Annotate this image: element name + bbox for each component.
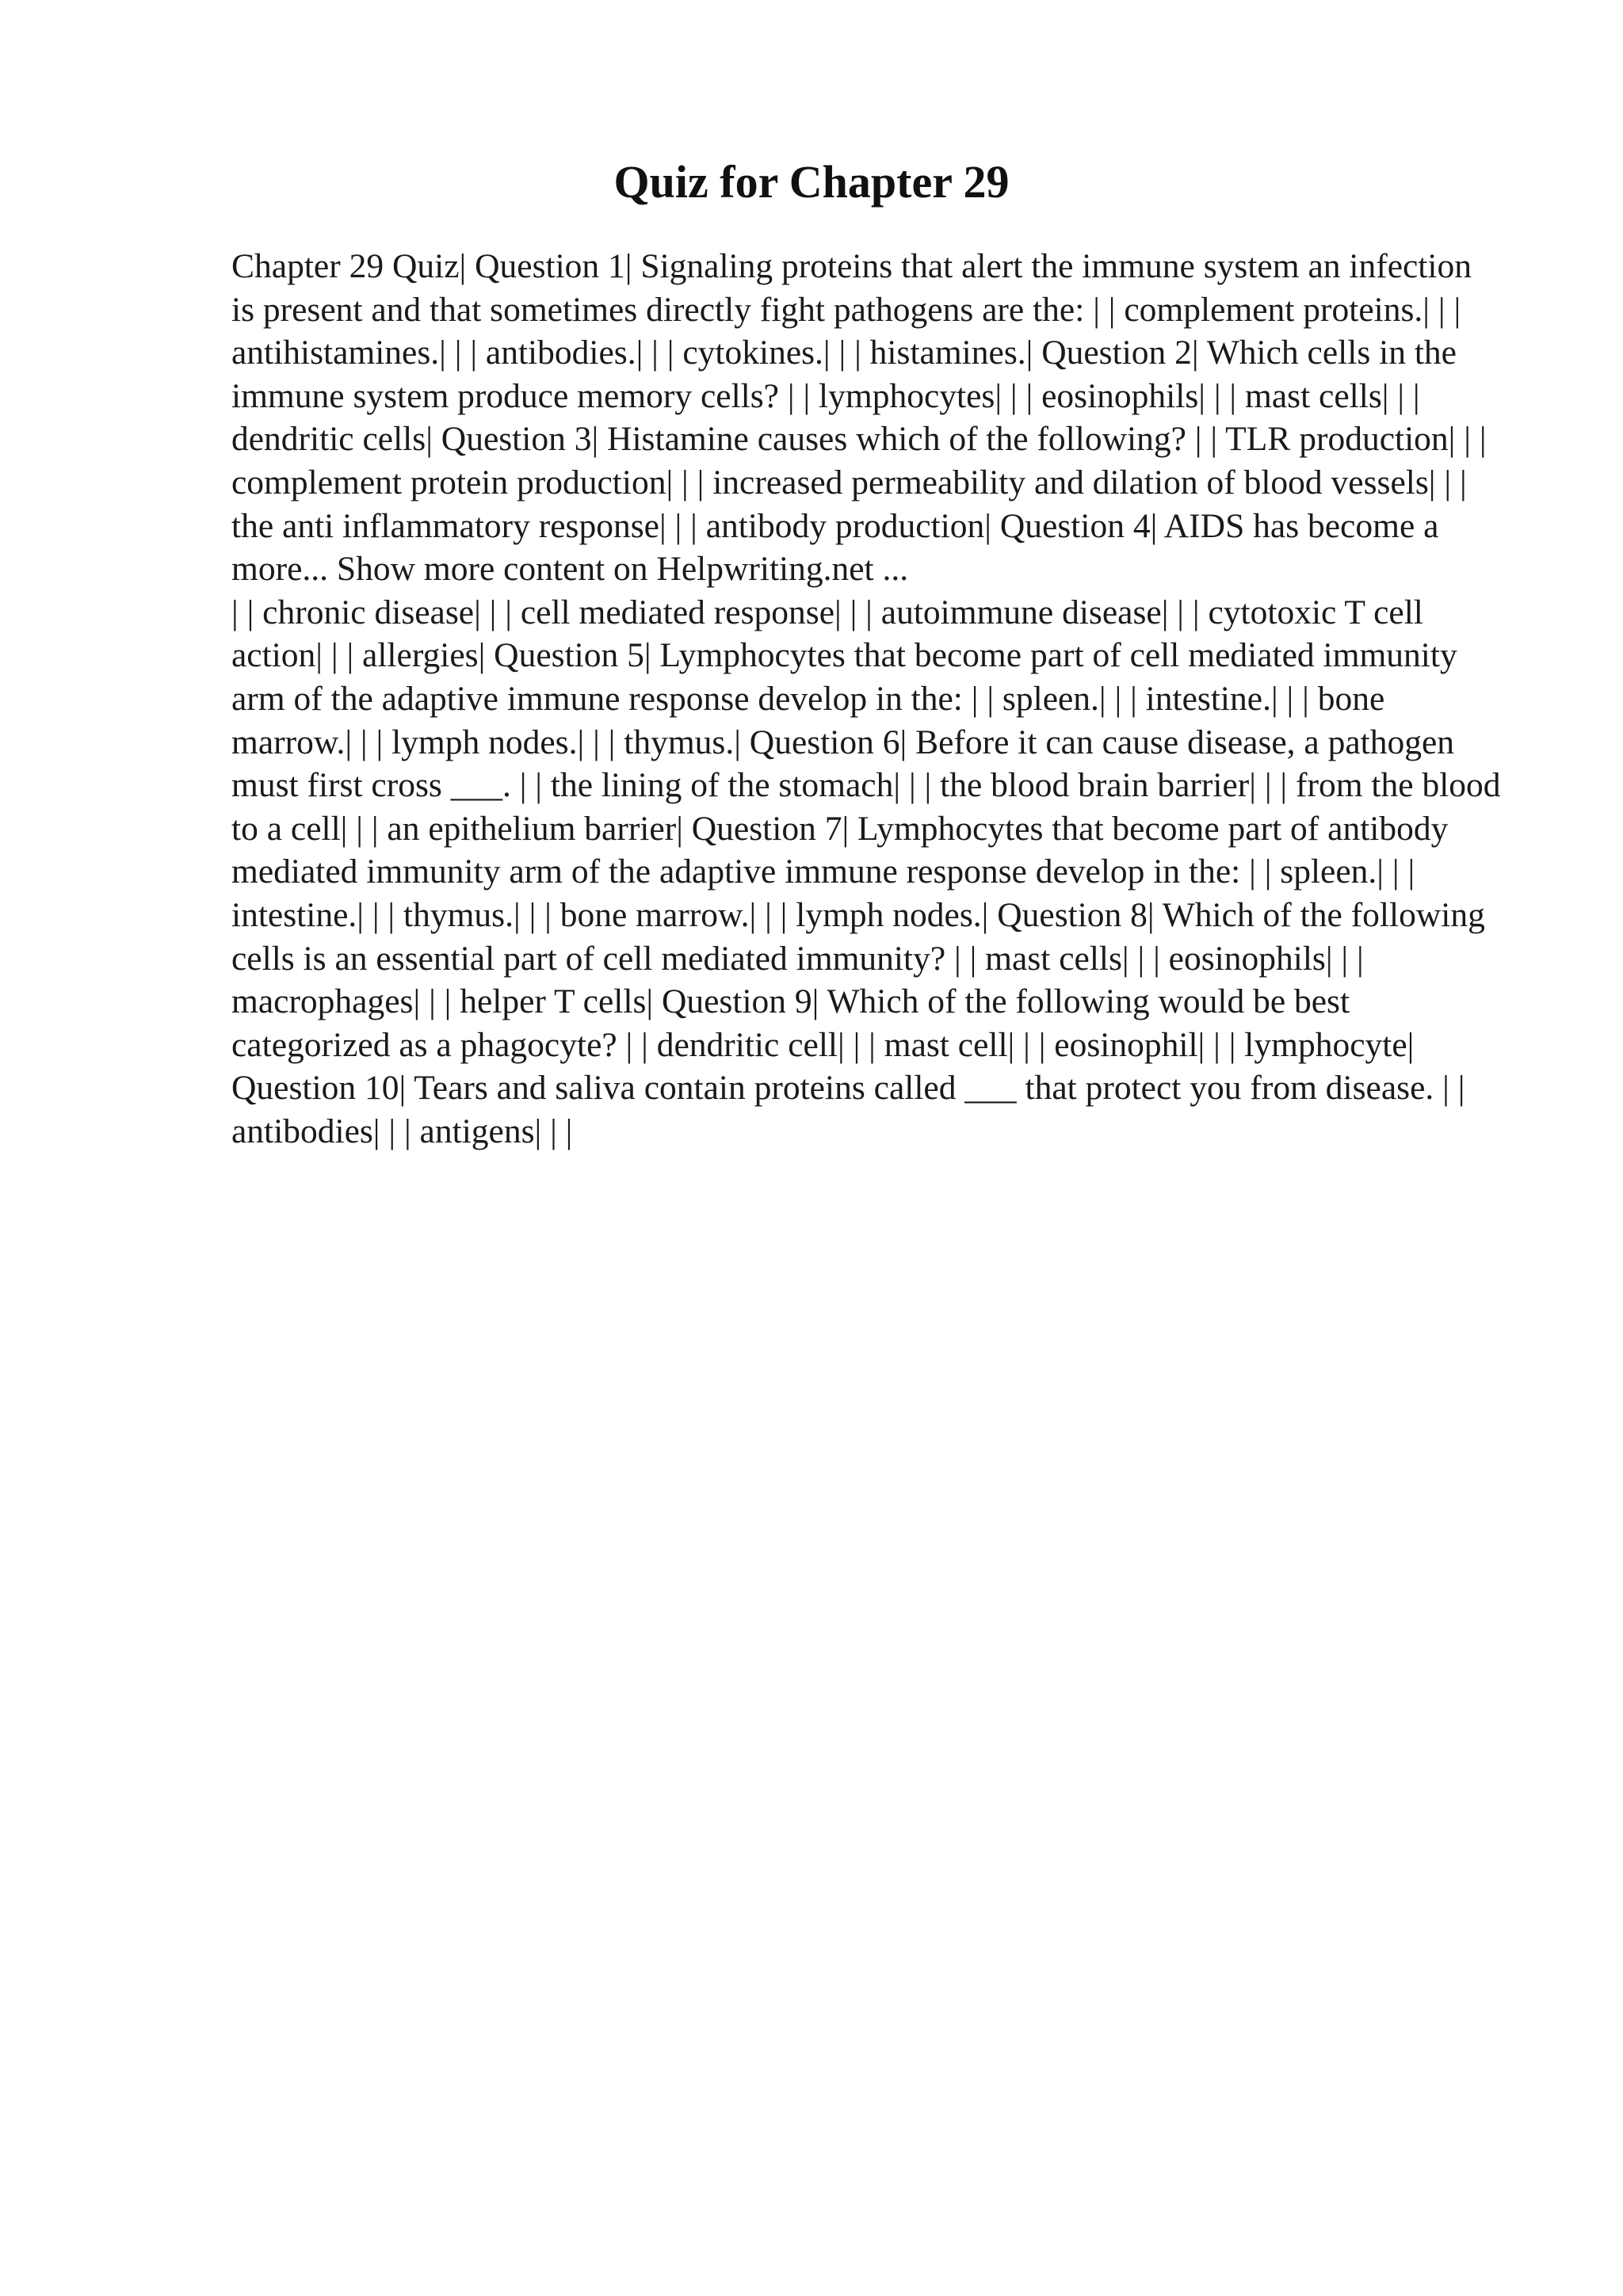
show-more-link[interactable]: ... Show more content on Helpwriting.net ...	[302, 550, 909, 589]
paragraph-1-text: Chapter 29 Quiz| Question 1| Signaling proteins that alert the immune system an infection is present and that sometimes directly fight pathogens are the: | | complement proteins.| | | antihistamines.| | | antibodies.| | | cytokines.| | | histamines.| Question 2| Which cells in the immune system produce memory cells? | | lymphocytes| | | eosinophils| | | mast cells| | | dendritic cells| Question 3| Histamine causes which of the following? | | TLR production| | | complement protein production| | | increased permeability and dilation of blood vessels| | | the anti inflammatory response| | | antibody production| Question 4| AIDS has become a more	[231, 247, 1487, 589]
document-body	[231, 245, 1503, 1153]
paragraph-1	[231, 245, 1503, 591]
paragraph-2: | | chronic disease| | | cell mediated response| | | autoimmune disease| | | cytotoxic T cell action| | | allergies| Question 5| Lymphocytes that become part of cell mediated immunity arm of the adaptive immune response develop in the: | | spleen.| | | intestine.| | | bone marrow.| | | lymph nodes.| | | thymus.| Question 6| Before it can cause disease, a pathogen must first cross ___. | | the lining of the stomach| | | the blood brain barrier| | | from the blood to a cell| | | an epithelium barrier| Question 7| Lymphocytes that become part of antibody mediated immunity arm of the adaptive immune response develop in the: | | spleen.| | | intestine.| | | thymus.| | | bone marrow.| | | lymph nodes.| Question 8| Which of the following cells is an essential part of cell mediated immunity? | | mast cells| | | eosinophils| | | macrophages| | | helper T cells| Question 9| Which of the following would be best categorized as a phagocyte? | | dendritic cell| | | mast cell| | | eosinophil| | | lymphocyte| Question 10| Tears and saliva contain proteins called ___ that protect you from disease. | | antibodies| | | antigens| | |	[231, 593, 1501, 1150]
page-title: Quiz for Chapter 29	[613, 156, 1010, 208]
